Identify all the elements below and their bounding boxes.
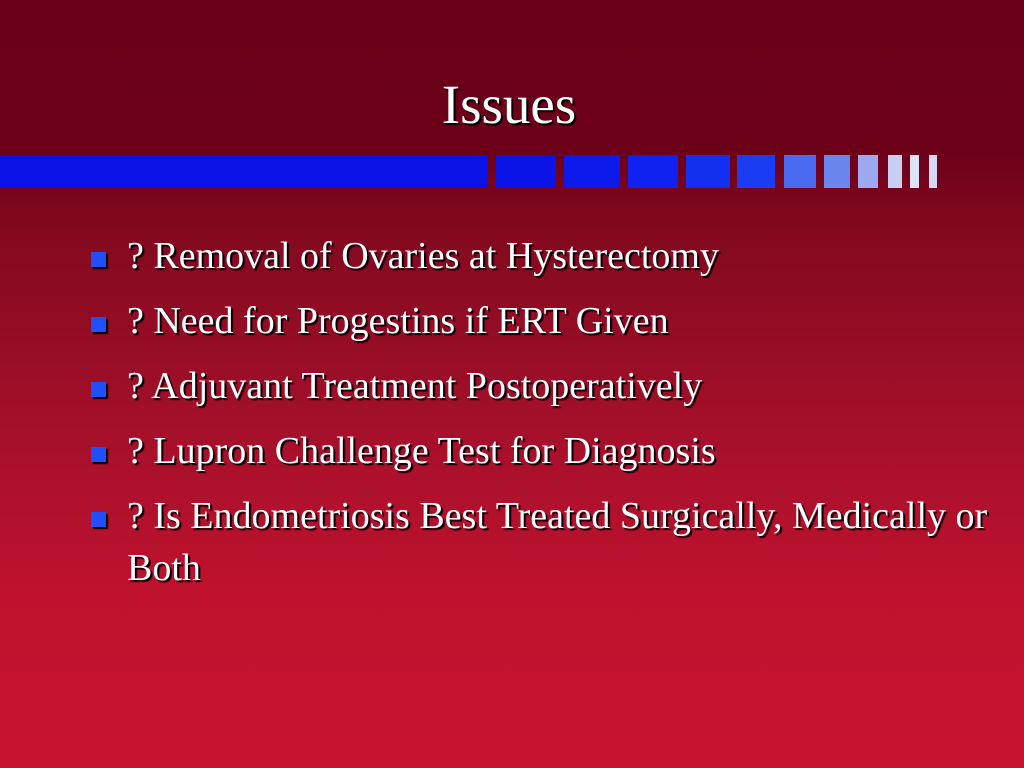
bullet-text: ? Adjuvant Treatment Postoperatively [127, 365, 703, 407]
bar-segment [496, 155, 556, 188]
decorative-bar-strip [0, 155, 1024, 188]
bar-segment [737, 155, 775, 188]
bullet-item [88, 490, 988, 594]
bar-segment [686, 155, 730, 188]
bar-segment [858, 155, 878, 188]
bullet-text: ? Need for Progestins if ERT Given [127, 300, 669, 342]
bar-segment [0, 155, 488, 188]
bullet-text: ? Removal of Ovaries at Hysterectomy [127, 235, 719, 277]
bar-segment [784, 155, 816, 188]
slide-title: Issues [441, 74, 577, 135]
bar-segment [929, 155, 937, 188]
bullet-square-icon [91, 447, 106, 462]
bullet-square-icon [91, 512, 106, 527]
bullet-item [88, 425, 988, 477]
bullet-square-icon [91, 382, 106, 397]
bar-segment [824, 155, 850, 188]
bar-segment [910, 155, 919, 188]
bar-segment [888, 155, 902, 188]
bar-segment [628, 155, 678, 188]
bullet-list [88, 230, 988, 607]
bullet-item [88, 360, 988, 412]
bullet-square-icon [91, 317, 106, 332]
bullet-item [88, 295, 988, 347]
bullet-square-icon [91, 252, 106, 267]
bullet-text: ? Lupron Challenge Test for Diagnosis [127, 430, 716, 472]
bullet-item [88, 230, 988, 282]
bar-segment [564, 155, 620, 188]
bullet-text: ? Is Endometriosis Best Treated Surgically, Medically or Both [127, 495, 988, 589]
